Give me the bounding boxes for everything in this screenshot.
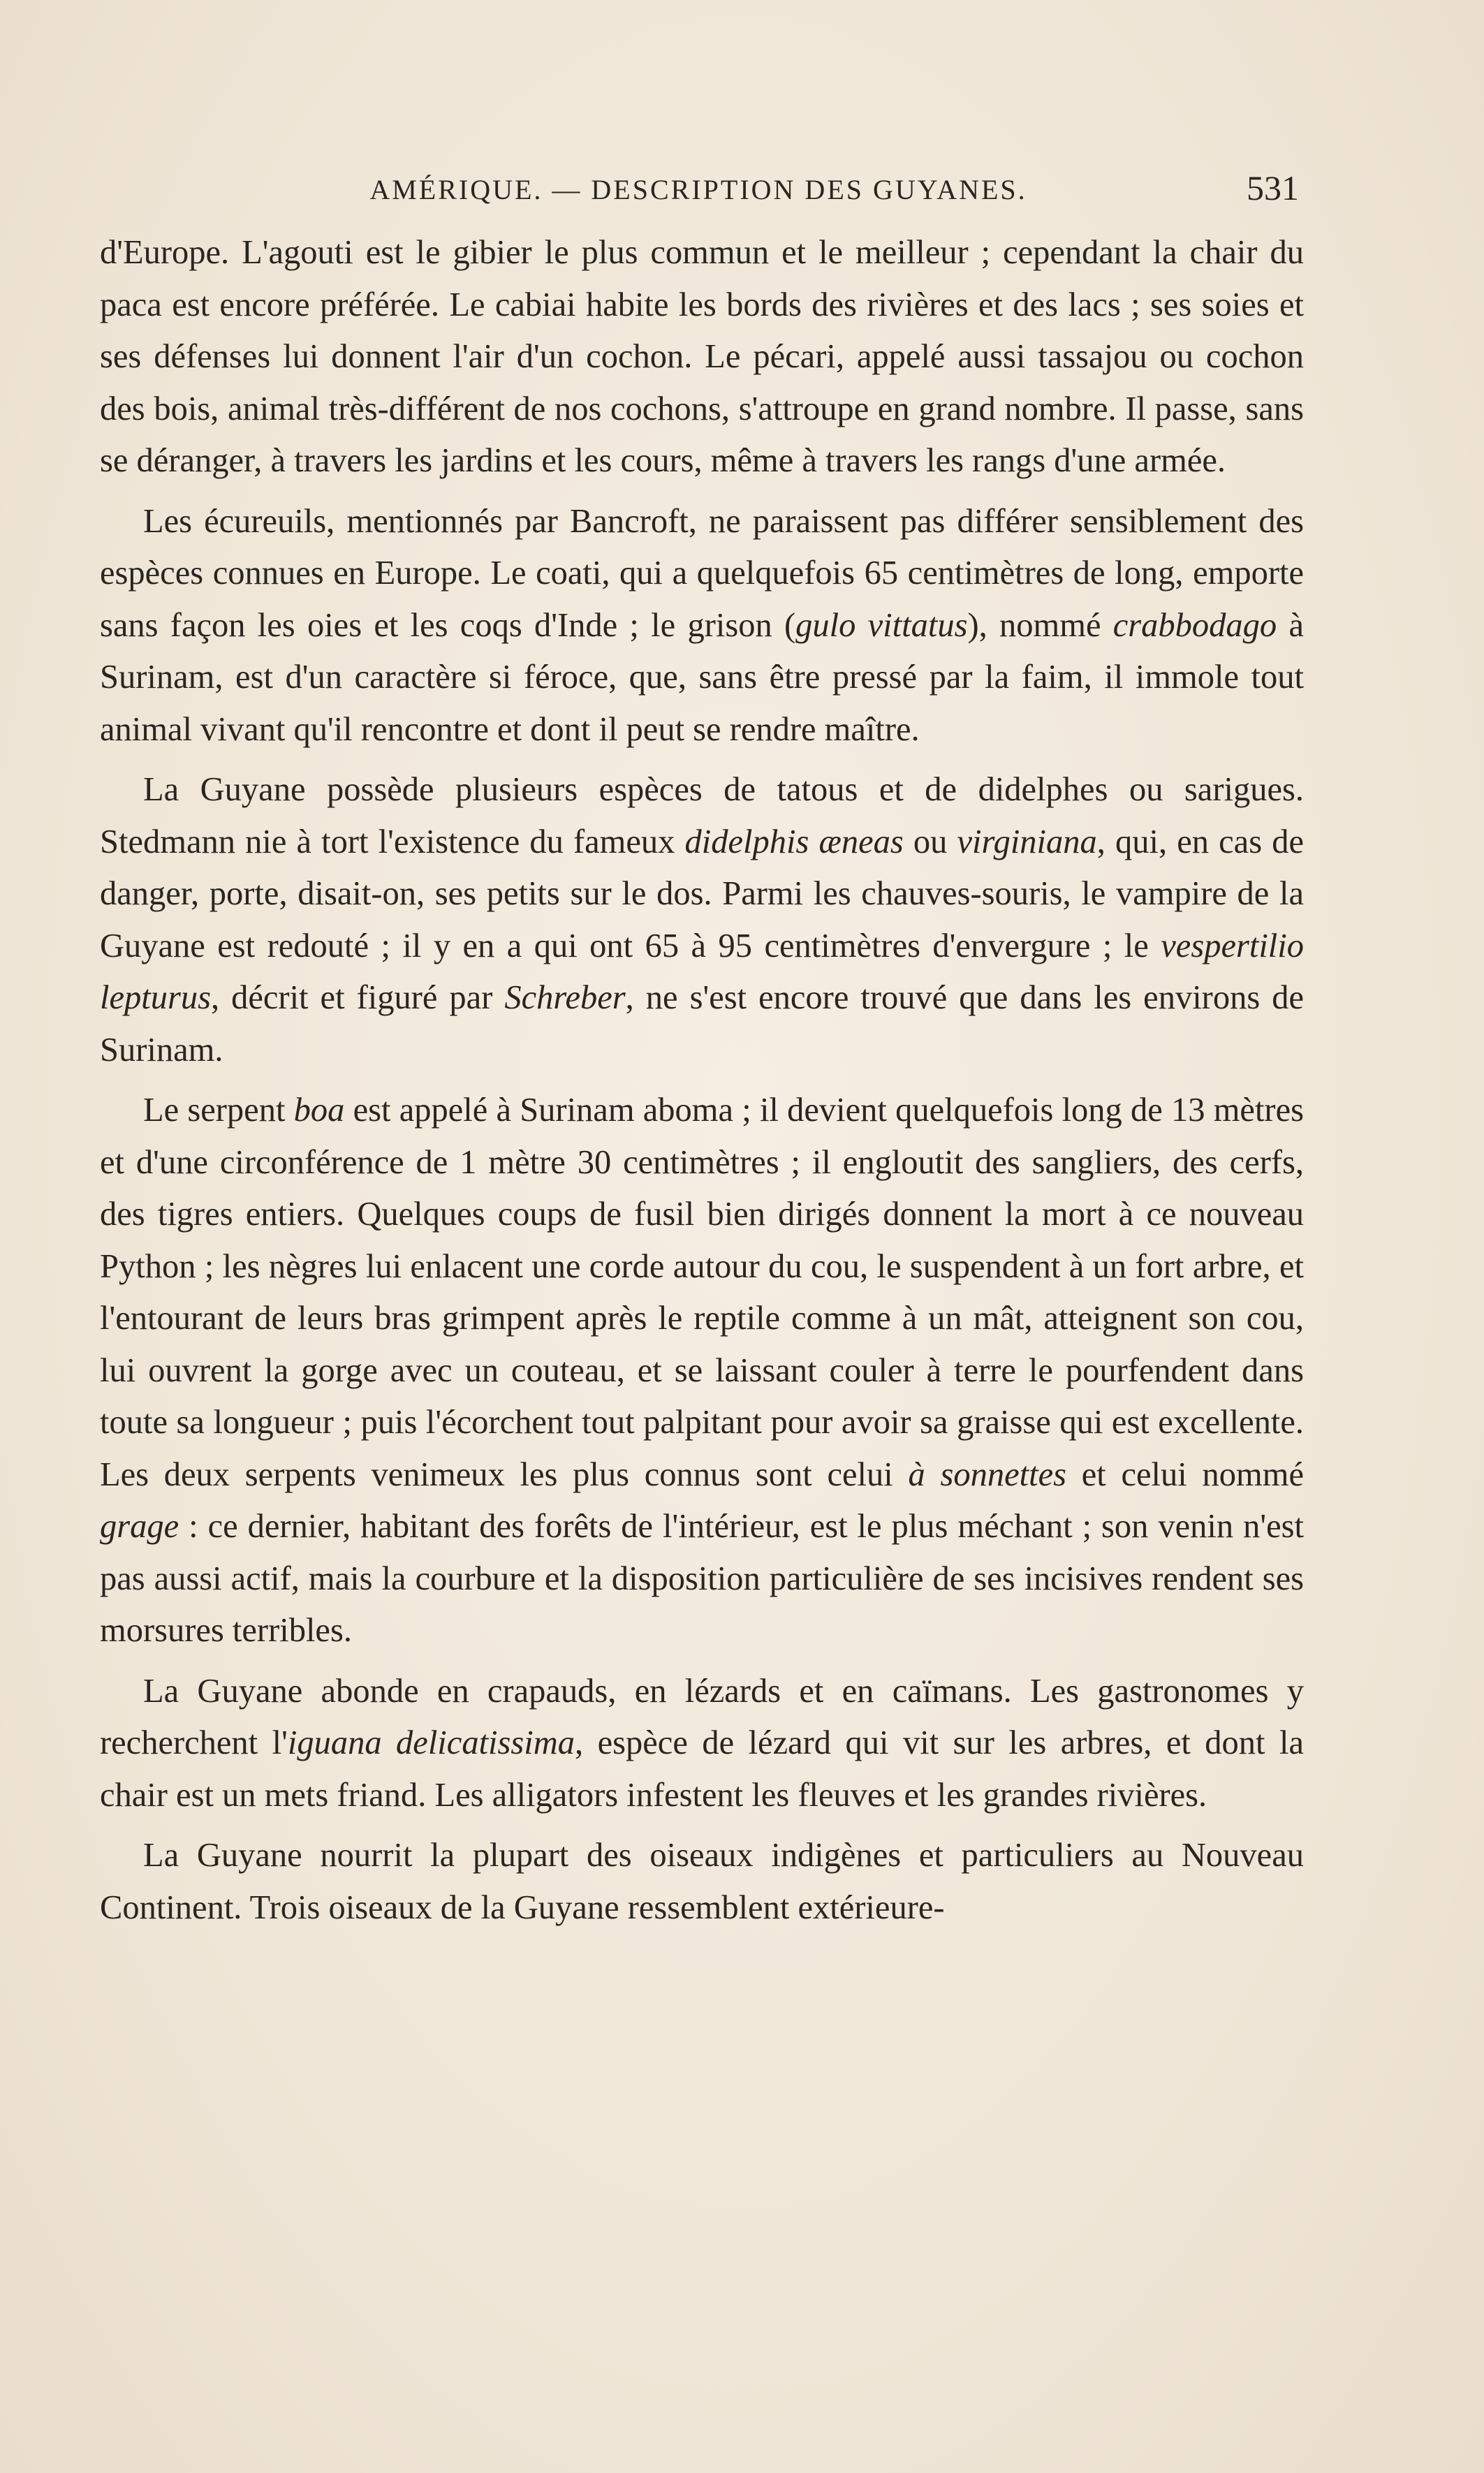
text-run: Le serpent: [143, 1092, 294, 1129]
text-run: La Guyane nourrit la plupart des oiseaux indigènes et particuliers au Nouveau Continent. Trois oiseaux de la Guyane ressemblent extérieure-: [100, 1837, 1304, 1926]
paragraph-5: [100, 1666, 1304, 1822]
paragraph-4: [100, 1085, 1304, 1657]
italic-term: virginiana: [957, 823, 1097, 860]
italic-term: vespertilio lepturus: [100, 927, 1304, 1016]
text-run: La Guyane possède plusieurs espèces de tatous et de didelphes ou sarigues. Stedmann nie à tort l'existence du fameux: [100, 771, 1304, 860]
paragraph-6: [100, 1830, 1304, 1934]
text-run: , ne s'est encore trouvé que dans les environs de Surinam.: [100, 979, 1304, 1069]
italic-term: gulo vittatus: [795, 606, 968, 644]
text-run: , qui, en cas de danger, porte, disait-on, ses petits sur le dos. Parmi les chauves-souris, le vampire de la Guyane est redouté ; il y en a qui ont 65 à 95 centimètres d'envergure ; le: [100, 823, 1304, 964]
paragraph-3: [100, 764, 1304, 1076]
text-run: est appelé à Surinam aboma ; il devient quelquefois long de 13 mètres et d'une circonférence de 1 mètre 30 centimètres ; il engloutit des sangliers, des cerfs, des tigres entiers. Quelques coups de fusil bien dirigés donnent la mort à ce nouveau Python ; les nègres lui enlacent une corde autour du cou, le suspendent à un fort arbre, et l'entourant de leurs bras grimpent après le reptile comme à un mât, atteignent son cou, lui ouvrent la gorge avec un couteau, et se laissant couler à terre le pourfendent dans toute sa longueur ; puis l'écorchent tout palpitant pour avoir sa graisse qui est excellente. Les deux serpents venimeux les plus connus sont celui: [100, 1092, 1304, 1493]
italic-term: iguana delicatissima: [287, 1724, 575, 1761]
italic-term: boa: [293, 1092, 345, 1129]
text-run: ), nommé: [967, 606, 1113, 644]
text-run: La Guyane abonde en crapauds, en lézards et en caïmans. Les gastronomes y recherchent l': [100, 1672, 1304, 1761]
text-run: , décrit et figuré par: [210, 979, 505, 1016]
italic-term: Schreber: [504, 979, 626, 1016]
italic-term: crabbodago: [1112, 606, 1277, 644]
text-run: ou: [903, 823, 957, 860]
running-head: [98, 168, 1299, 217]
text-run: , espèce de lézard qui vit sur les arbres, et dont la chair est un mets friand. Les alligators infestent les fleuves et les grandes rivières.: [100, 1724, 1304, 1814]
page-number: 531: [1247, 168, 1299, 207]
text-run: et celui nommé: [1066, 1455, 1304, 1493]
text-run: : ce dernier, habitant des forêts de l'intérieur, est le plus méchant ; son venin n'est pas aussi actif, mais la courbure et la disposition particulière de ses incisives rendent ses morsures terribles.: [100, 1508, 1304, 1649]
italic-term: didelphis æneas: [684, 823, 904, 860]
body-text: [100, 227, 1304, 1934]
running-title: AMÉRIQUE. — DESCRIPTION DES GUYANES.: [369, 174, 1027, 205]
paragraph-2: [100, 496, 1304, 756]
text-run: Les écureuils, mentionnés par Bancroft, ne paraissent pas différer sensiblement des espèces connues en Europe. Le coati, qui a quelquefois 65 centimètres de long, emporte sans façon les oies et les coqs d'Inde ; le grison (: [100, 502, 1304, 644]
text-run: d'Europe. L'agouti est le gibier le plus commun et le meilleur ; cependant la chair du paca est encore préférée. Le cabiai habite les bords des rivières et des lacs ; ses soies et ses défenses lui donnent l'air d'un cochon. Le pécari, appelé aussi tassajou ou cochon des bois, animal très-différent de nos cochons, s'attroupe en grand nombre. Il passe, sans se déranger, à travers les jardins et les cours, même à travers les rangs d'une armée.: [100, 234, 1304, 479]
paragraph-1: [100, 227, 1304, 487]
italic-term: à sonnettes: [908, 1455, 1066, 1493]
text-run: à Surinam, est d'un caractère si féroce, que, sans être pressé par la faim, il immole tout animal vivant qu'il rencontre et dont il peut se rendre maître.: [100, 606, 1304, 748]
italic-term: grage: [100, 1508, 179, 1545]
